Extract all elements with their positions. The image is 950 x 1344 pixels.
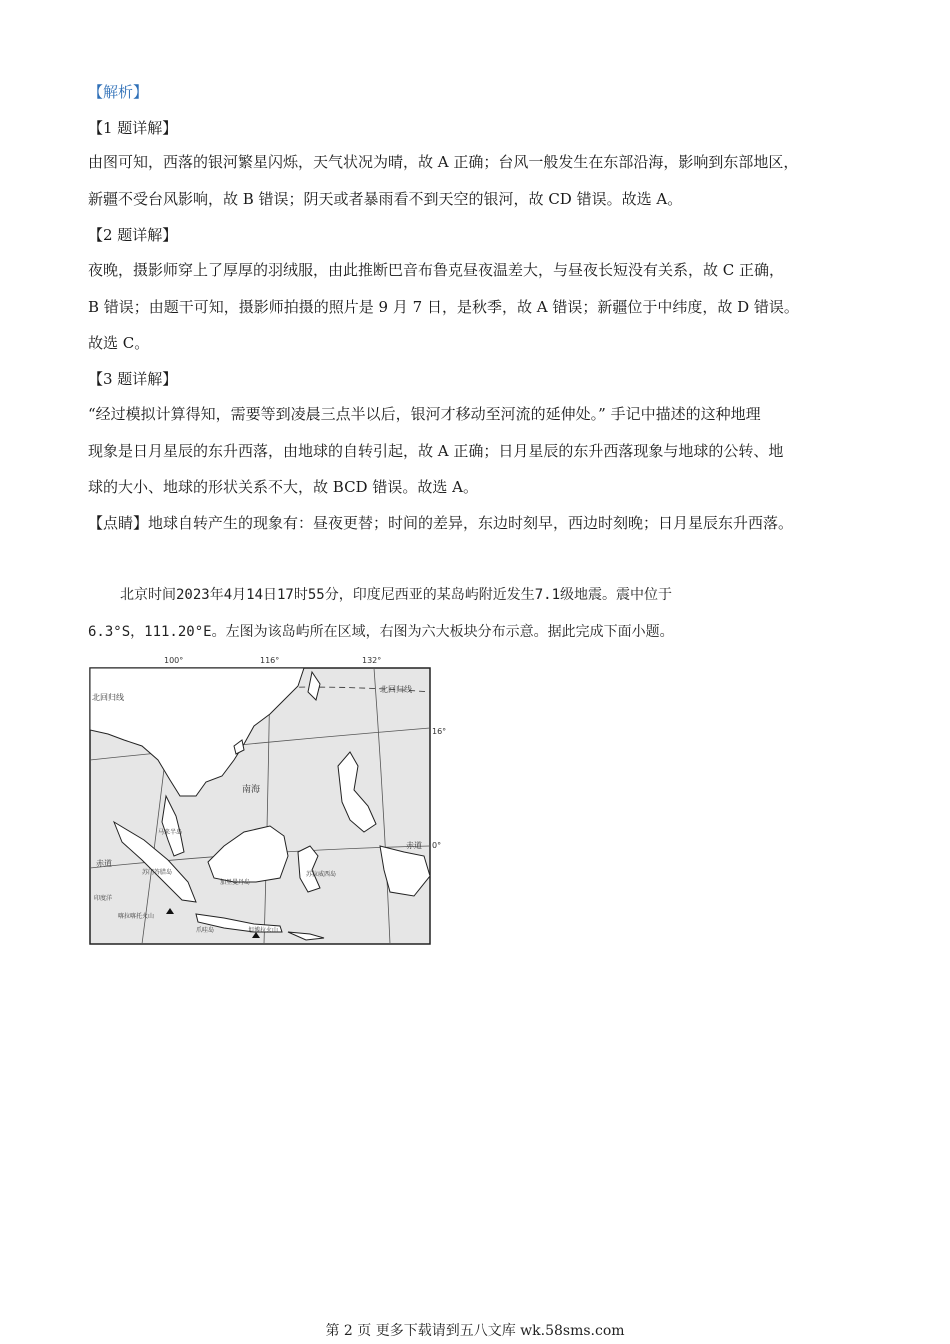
q2-line-3: 故选 C。 [88, 334, 150, 352]
q2-line-1: 夜晚，摄影师穿上了厚厚的羽绒服，由此推断巴音布鲁克昼夜温差大，与昼夜长短没有关系，故 C 正确， [88, 261, 785, 279]
equator-label-east: 赤道 [406, 841, 422, 850]
malay-peninsula-label: 马来半岛 [158, 829, 183, 836]
java-label: 爪哇岛 [196, 927, 215, 934]
southeast-asia-map [84, 656, 447, 948]
q3-line-2: 现象是日月星辰的东升西落，由地球的自转引起，故 A 正确；日月星辰的东升西落现象与地球的公转、地 [88, 442, 784, 460]
analysis-heading: 【解析】 [88, 83, 149, 101]
q3-heading: 【3 题详解】 [88, 370, 178, 388]
sulawesi-label: 苏拉威西岛 [306, 871, 337, 878]
borneo-label: 加里曼丹岛 [220, 879, 251, 886]
sumatra-label: 苏门答腊岛 [142, 869, 173, 876]
intro-line-2: 6.3°S，111.20°E。左图为该岛屿所在区域，右图为六大板块分布示意。据此完成下面小题。 [88, 624, 674, 640]
q1-line-1: 由图可知，西落的银河繁星闪烁，天气状况为晴，故 A 正确；台风一般发生在东部沿海，影响到东部地区， [88, 153, 799, 171]
q2-heading: 【2 题详解】 [88, 226, 178, 244]
south-china-sea-label: 南海 [242, 785, 261, 795]
lon-label-132: 132° [362, 656, 382, 665]
q1-line-2: 新疆不受台风影响，故 B 错误；阴天或者暴雨看不到天空的银河，故 CD 错误。故选 A。 [88, 190, 683, 208]
tambora-label: 坦博拉火山 [248, 927, 279, 934]
tropic-label-east: 北回归线 [380, 685, 412, 694]
q3-line-1: “经过模拟计算得知，需要等到凌晨三点半以后，银河才移动至河流的延伸处。” 手记中描述的这种地理 [88, 405, 761, 423]
tip-line: 【点睛】地球自转产生的现象有：昼夜更替；时间的差异，东边时刻早，西边时刻晚；日月星辰东升西落。 [88, 514, 794, 532]
lat-label-16: 16° [432, 727, 447, 736]
lon-label-116: 116° [260, 656, 280, 665]
intro-line-1: 北京时间2023年4月14日17时55分，印度尼西亚的某岛屿附近发生7.1级地震。震中位于 [120, 587, 673, 603]
lat-label-0: 0° [432, 841, 442, 850]
krakatoa-label: 喀拉喀托火山 [118, 913, 155, 920]
equator-label-west: 赤道 [96, 859, 112, 868]
indian-ocean-label: 印度洋 [94, 895, 113, 902]
q2-line-2: B 错误；由题干可知，摄影师拍摄的照片是 9 月 7 日，是秋季，故 A 错误；新疆位于中纬度，故 D 错误。 [88, 298, 799, 316]
lon-label-100: 100° [164, 656, 184, 665]
q1-heading: 【1 题详解】 [88, 119, 178, 137]
q3-line-3: 球的大小、地球的形状关系不大，故 BCD 错误。故选 A。 [88, 478, 478, 496]
tropic-label-west: 北回归线 [92, 693, 124, 702]
page-footer: 第 2 页 更多下载请到五八文库 wk.58sms.com [325, 1323, 625, 1339]
